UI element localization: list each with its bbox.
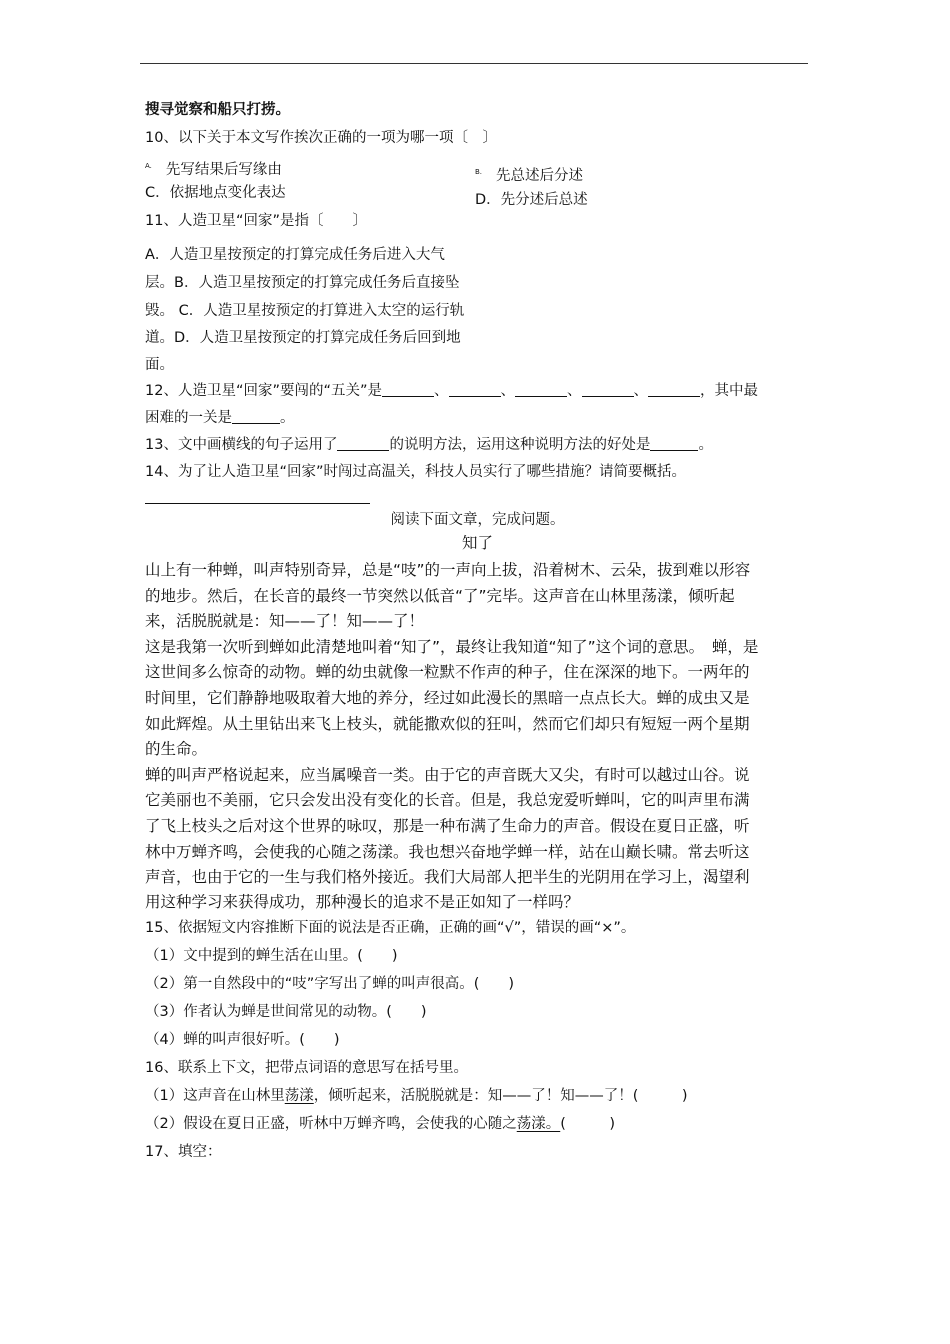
q10-option-b: $^{B.}$ 先总述后分述	[475, 168, 584, 184]
article-line: 时间里，它们静静地吸取着大地的养分，经过如此漫长的黑暗一点点长大。蝉的成虫又是	[145, 689, 750, 707]
answer-blank[interactable]	[650, 436, 698, 451]
q15-item: （1）文中提到的蝉生活在山里。( )	[145, 948, 398, 964]
q11-line: 层。B．人造卫星按预定的打算完成任务后直接坠	[145, 275, 460, 291]
q16-item-1: （1）这声音在山林里荡漾，倾听起来，活脱脱就是：知——了！知——了！( )	[145, 1088, 688, 1104]
q10-option-d: D．先分述后总述	[475, 192, 588, 208]
q12-line2: 困难的一关是 。	[145, 410, 295, 426]
answer-blank[interactable]	[648, 382, 700, 397]
answer-line[interactable]	[145, 503, 370, 504]
answer-blank[interactable]	[449, 382, 501, 397]
article-line: 的地步。然后，在长音的最终一节突然以低音“了”完毕。这声音在山林里荡漾，倾听起	[145, 587, 735, 605]
q15-item: （4）蝉的叫声很好听。( )	[145, 1032, 340, 1048]
q14: 14、为了让人造卫星“回家”时闯过高温关，科技人员实行了哪些措施？请简要概括。	[145, 464, 686, 480]
q13: 13、文中画横线的句子运用了 的说明方法，运用这种说明方法的好处是 。	[145, 437, 713, 453]
article-line: 声音，也由于它的一生与我们格外接近。我们大局部人把半生的光阴用在学习上，渴望利	[145, 868, 750, 886]
q11-line: 面。	[145, 357, 174, 373]
q10-option-a: $^{A.}$ 先写结果后写缘由	[145, 162, 282, 178]
q11-line: A．人造卫星按预定的打算完成任务后进入大气	[145, 247, 445, 263]
article-line: 山上有一种蝉，叫声特别奇异，总是“吱”的一声向上拔，沿着树木、云朵，拔到难以形容	[145, 561, 751, 579]
q15-item: （2）第一自然段中的“吱”字写出了蝉的叫声很高。( )	[145, 976, 515, 992]
q12-line1: 12、人造卫星“回家”要闯的“五关”是 、 、 、 、 ，其中最	[145, 383, 758, 399]
article-line: 这是我第一次听到蝉如此清楚地叫着“知了”，最终让我知道“知了”这个词的意思。 蝉，是	[145, 638, 759, 656]
answer-blank[interactable]	[232, 409, 280, 424]
q17-stem: 17、填空：	[145, 1144, 222, 1160]
article-line: 的生命。	[145, 740, 208, 758]
q15-stem: 15、依据短文内容推断下面的说法是否正确，正确的画“√”，错误的画“×”。	[145, 920, 636, 936]
header-rule	[140, 63, 808, 64]
q15-item: （3）作者认为蝉是世间常见的动物。( )	[145, 1004, 427, 1020]
dotted-word: 荡漾	[284, 1088, 314, 1104]
answer-blank[interactable]	[515, 382, 567, 397]
answer-blank[interactable]	[382, 382, 434, 397]
answer-blank[interactable]	[337, 436, 389, 451]
article-title: 知了	[461, 534, 493, 552]
q11-line: 道。D．人造卫星按预定的打算完成任务后回到地	[145, 330, 461, 346]
article-line: 用这种学习来获得成功，那种漫长的追求不是正如知了一样吗？	[145, 893, 580, 911]
q10-stem: 10、以下关于本文写作挨次正确的一项为哪一项〔 〕	[145, 130, 497, 146]
article-line: 来，活脱脱就是：知——了！知——了！	[145, 612, 425, 630]
q16-item-2: （2）假设在夏日正盛，听林中万蝉齐鸣，会使我的心随之荡漾。( )	[145, 1116, 616, 1132]
answer-blank[interactable]	[582, 382, 634, 397]
q11-line: 毁。 C．人造卫星按预定的打算进入太空的运行轨	[145, 303, 465, 319]
article-line: 如此辉煌。从土里钻出来飞上枝头，就能撒欢似的狂叫，然而它们却只有短短一两个星期	[145, 715, 750, 733]
article-line: 蝉的叫声严格说起来，应当属噪音一类。由于它的声音既大又尖，有时可以越过山谷。说	[145, 766, 750, 784]
q9-tail: 搜寻觉察和船只打捞。	[145, 102, 290, 118]
article-line: 这世间多么惊奇的动物。蝉的幼虫就像一粒默不作声的种子，住在深深的地下。一两年的	[145, 663, 750, 681]
dotted-word: 荡漾。	[516, 1116, 561, 1132]
reading-instruction: 阅读下面文章，完成问题。	[390, 512, 565, 528]
article-line: 了飞上枝头之后对这个世界的咏叹，那是一种布满了生命力的声音。假设在夏日正盛，听	[145, 817, 750, 835]
q11-stem: 11、人造卫星“回家”是指〔 〕	[145, 213, 367, 229]
article-line: 林中万蝉齐鸣，会使我的心随之荡漾。我也想兴奋地学蝉一样，站在山巅长啸。常去听这	[145, 843, 750, 861]
q10-option-c: C．依据地点变化表达	[145, 185, 286, 201]
q16-stem: 16、联系上下文，把带点词语的意思写在括号里。	[145, 1060, 468, 1076]
article-line: 它美丽也不美丽，它只会发出没有变化的长音。但是，我总宠爱听蝉叫，它的叫声里布满	[145, 791, 750, 809]
